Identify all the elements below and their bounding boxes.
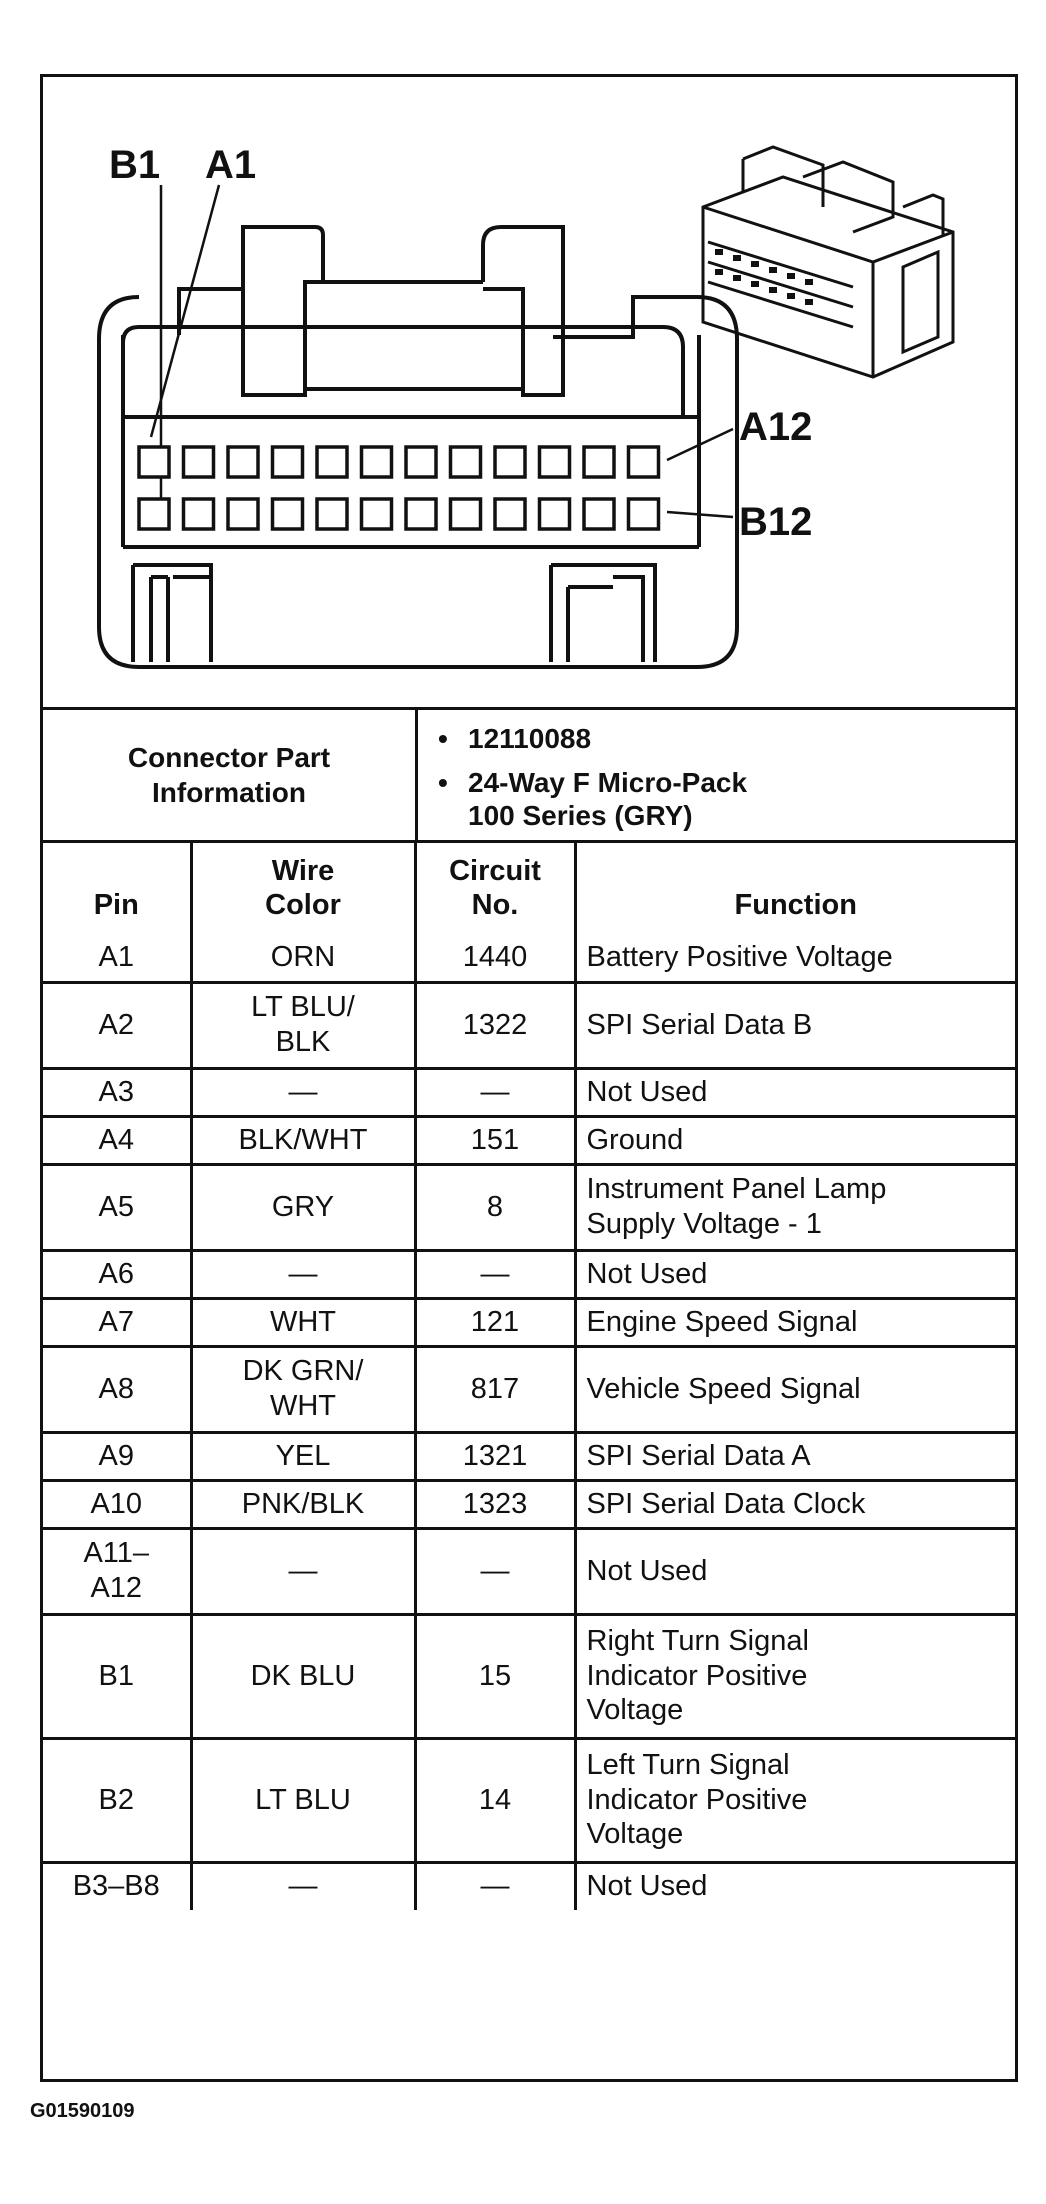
wire-color-cell-text: — <box>288 1075 318 1108</box>
function-cell <box>575 1528 1015 1614</box>
wire-color-cell-text: DK GRN/ <box>242 1355 364 1388</box>
pin-cell-text: B2 <box>98 1783 134 1816</box>
circuit-cell <box>415 1862 575 1910</box>
circuit-cell <box>415 1614 575 1738</box>
b12-callout: B12 <box>739 500 813 544</box>
circuit-cell-text: 121 <box>470 1305 520 1338</box>
wire-color-cell-text: WHT <box>269 1305 337 1338</box>
connector-diagram-panel <box>43 77 1015 710</box>
circuit-cell-text: 1322 <box>462 1008 528 1041</box>
function-cell <box>575 1298 1015 1346</box>
circuit-cell-text: — <box>480 1554 510 1587</box>
table-row <box>43 1164 1015 1250</box>
pin-cell <box>43 1250 191 1298</box>
bullet-icon: • <box>438 766 448 798</box>
circuit-cell <box>415 1116 575 1164</box>
circuit-cell-text: 14 <box>478 1783 512 1816</box>
circuit-cell-text: 151 <box>470 1123 520 1156</box>
function-cell-text: Battery Positive Voltage <box>586 940 893 973</box>
wire-color-cell-text: — <box>288 1257 318 1290</box>
pin-cavity <box>362 499 392 529</box>
circuit-cell-text: — <box>480 1075 510 1108</box>
circuit-cell-text: 15 <box>478 1659 512 1692</box>
pin-cavity <box>451 447 481 477</box>
circuit-cell <box>415 1164 575 1250</box>
wire-color-cell <box>191 1432 415 1480</box>
pin-cell <box>43 1346 191 1432</box>
wire-color-cell-text: PNK/BLK <box>241 1487 365 1520</box>
circuit-cell-text: 1323 <box>462 1487 528 1520</box>
pin-function-table <box>43 840 1015 1910</box>
pin-cell <box>43 1614 191 1738</box>
pin-cavity <box>228 447 258 477</box>
wire-color-cell-text: YEL <box>275 1439 331 1472</box>
wire-color-cell <box>191 1068 415 1116</box>
function-cell-text: Voltage <box>586 1818 684 1851</box>
function-cell-text: Indicator Positive <box>586 1659 808 1692</box>
pin-cell <box>43 1862 191 1910</box>
pin-cell <box>43 1738 191 1862</box>
right-key <box>551 565 655 662</box>
circuit-cell <box>415 1738 575 1862</box>
table-row <box>43 1432 1015 1480</box>
info-label-line: Connector Part <box>127 742 331 773</box>
pin-cell-text: A5 <box>98 1190 134 1223</box>
function-cell-text: Right Turn Signal <box>586 1624 809 1657</box>
function-cell-text: Vehicle Speed Signal <box>586 1372 861 1405</box>
wire-color-cell-text: BLK/WHT <box>238 1123 368 1156</box>
connector-series: 100 Series (GRY) <box>468 800 693 832</box>
wire-color-cell <box>191 1298 415 1346</box>
connector-info-label <box>43 710 418 840</box>
circuit-cell <box>415 1250 575 1298</box>
function-cell <box>575 1432 1015 1480</box>
function-cell <box>575 1738 1015 1862</box>
function-cell-text: Engine Speed Signal <box>586 1305 858 1338</box>
pin-cell-text: A7 <box>98 1305 134 1338</box>
wire-color-cell-text: LT BLU/ <box>251 991 355 1024</box>
pin-cell-text: A9 <box>98 1439 134 1472</box>
header-function: Function <box>575 840 1015 934</box>
table-header-row <box>43 840 1015 934</box>
pin-cell <box>43 1298 191 1346</box>
pin-cell <box>43 1432 191 1480</box>
pin-cavity <box>273 499 303 529</box>
wire-color-cell <box>191 1116 415 1164</box>
connector-part-info <box>43 710 1015 843</box>
wire-color-cell-text: ORN <box>270 940 336 973</box>
pin-cavity <box>584 447 614 477</box>
circuit-cell-text: — <box>480 1870 510 1903</box>
circuit-cell <box>415 982 575 1068</box>
function-cell <box>575 1068 1015 1116</box>
wire-color-cell-text: DK BLU <box>250 1659 356 1692</box>
wire-color-cell <box>191 1614 415 1738</box>
pin-cell-text: A6 <box>98 1257 134 1290</box>
function-cell-text: Voltage <box>586 1694 684 1727</box>
circuit-cell-text: 1440 <box>462 940 528 973</box>
pin-cell <box>43 934 191 982</box>
circuit-cell-text: 1321 <box>462 1439 528 1472</box>
table-row <box>43 1068 1015 1116</box>
table-row <box>43 1298 1015 1346</box>
table-row <box>43 1528 1015 1614</box>
wire-color-cell <box>191 1250 415 1298</box>
pin-cell-text: B3–B8 <box>72 1870 160 1903</box>
function-cell-text: Not Used <box>586 1257 708 1290</box>
wire-color-cell-text: — <box>288 1554 318 1587</box>
circuit-cell <box>415 1528 575 1614</box>
left-key <box>133 565 211 662</box>
pin-cavity <box>139 499 169 529</box>
table-row <box>43 982 1015 1068</box>
right-latch <box>483 227 563 395</box>
table-row <box>43 1614 1015 1738</box>
table-row <box>43 1480 1015 1528</box>
pin-cell <box>43 1528 191 1614</box>
pin-cell <box>43 982 191 1068</box>
pin-cavity <box>495 499 525 529</box>
wire-color-cell-text: BLK <box>275 1026 331 1058</box>
table-row <box>43 1862 1015 1910</box>
function-cell <box>575 1116 1015 1164</box>
function-cell-text: Indicator Positive <box>586 1783 808 1816</box>
function-cell <box>575 1250 1015 1298</box>
function-cell-text: SPI Serial Data B <box>586 1008 813 1041</box>
left-latch <box>243 227 323 395</box>
wire-color-cell <box>191 934 415 982</box>
pin-cell-text: A3 <box>98 1075 134 1108</box>
pin-cell-text: A4 <box>98 1123 134 1156</box>
circuit-cell <box>415 1298 575 1346</box>
function-cell-text: Ground <box>586 1123 684 1156</box>
function-cell <box>575 1862 1015 1910</box>
part-number-row <box>438 722 747 756</box>
pin-cell <box>43 1116 191 1164</box>
pin-cavity <box>273 447 303 477</box>
pin-cavity <box>451 499 481 529</box>
circuit-cell-text: 817 <box>470 1372 520 1405</box>
connector-sheet <box>40 74 1018 2082</box>
info-label-line: Information <box>152 777 306 808</box>
connector-face-drawing <box>43 77 1015 707</box>
connector-type: 24-Way F Micro-Pack <box>468 766 748 798</box>
wire-color-cell <box>191 1164 415 1250</box>
circuit-cell <box>415 1480 575 1528</box>
header-pin: Pin <box>43 840 191 934</box>
pin-cavity <box>317 447 347 477</box>
pin-cell <box>43 1164 191 1250</box>
pin-cell <box>43 1480 191 1528</box>
a12-callout: A12 <box>739 405 813 449</box>
pin-cavity <box>228 499 258 529</box>
table-row <box>43 1116 1015 1164</box>
circuit-cell-text: — <box>480 1257 510 1290</box>
wire-color-cell-text: WHT <box>269 1390 337 1422</box>
function-cell <box>575 982 1015 1068</box>
pin-cavity <box>629 447 659 477</box>
wire-color-cell-text: — <box>288 1870 318 1903</box>
wire-color-cell <box>191 1346 415 1432</box>
table-row <box>43 934 1015 982</box>
function-cell-text: SPI Serial Data A <box>586 1439 811 1472</box>
function-cell <box>575 934 1015 982</box>
function-cell-text: Not Used <box>586 1554 708 1587</box>
pin-cell-text: B1 <box>98 1659 134 1692</box>
pin-cavity <box>540 447 570 477</box>
pin-cell-text: A11– <box>83 1537 150 1570</box>
function-cell-text: Instrument Panel Lamp <box>586 1173 887 1206</box>
pin-cell-text: A10 <box>90 1487 143 1520</box>
pin-cavity <box>184 447 214 477</box>
pin-cavity <box>406 499 436 529</box>
connector-3d-thumbnail <box>703 147 953 377</box>
circuit-cell <box>415 1068 575 1116</box>
pin-cell-text: A8 <box>98 1372 134 1405</box>
pin-cell-text: A1 <box>98 940 134 973</box>
function-cell-text: Left Turn Signal <box>586 1748 790 1781</box>
table-row <box>43 1250 1015 1298</box>
circuit-cell <box>415 934 575 982</box>
function-cell-text: Supply Voltage - 1 <box>586 1208 822 1240</box>
pin-cell-text: A2 <box>98 1008 134 1041</box>
pin-cavity <box>362 447 392 477</box>
wire-color-cell-text: LT BLU <box>255 1783 351 1816</box>
pin-cavity <box>584 499 614 529</box>
circuit-cell <box>415 1346 575 1432</box>
wire-color-cell <box>191 1480 415 1528</box>
bullet-icon: • <box>438 723 448 754</box>
part-number: 12110088 <box>468 723 592 754</box>
function-cell <box>575 1346 1015 1432</box>
function-cell <box>575 1614 1015 1738</box>
function-cell-text: SPI Serial Data Clock <box>586 1487 866 1520</box>
wire-color-cell <box>191 982 415 1068</box>
header-wire-color: Wire Color <box>191 840 415 934</box>
figure-code: G01590109 <box>30 2100 135 2122</box>
a1-callout: A1 <box>205 143 257 187</box>
function-cell-text: Not Used <box>586 1075 708 1108</box>
wire-color-cell <box>191 1528 415 1614</box>
pin-cavity <box>540 499 570 529</box>
pin-cavity <box>184 499 214 529</box>
circuit-cell-text: 8 <box>486 1190 504 1223</box>
wire-color-cell <box>191 1862 415 1910</box>
b1-callout: B1 <box>109 143 161 187</box>
function-cell <box>575 1164 1015 1250</box>
connector-info-values <box>438 722 747 833</box>
connector-description-row <box>438 766 747 833</box>
pin-cavity <box>406 447 436 477</box>
circuit-cell <box>415 1432 575 1480</box>
table-row <box>43 1738 1015 1862</box>
pin-cavity <box>495 447 525 477</box>
wire-color-cell-text: GRY <box>271 1190 335 1223</box>
header-circuit-no: Circuit No. <box>415 840 575 934</box>
pin-cavity <box>629 499 659 529</box>
pin-cell-text: A12 <box>90 1572 143 1604</box>
pin-cavity <box>139 447 169 477</box>
table-row <box>43 1346 1015 1432</box>
function-cell <box>575 1480 1015 1528</box>
wire-color-cell <box>191 1738 415 1862</box>
function-cell-text: Not Used <box>586 1870 708 1903</box>
pin-cell <box>43 1068 191 1116</box>
pin-cavity <box>317 499 347 529</box>
